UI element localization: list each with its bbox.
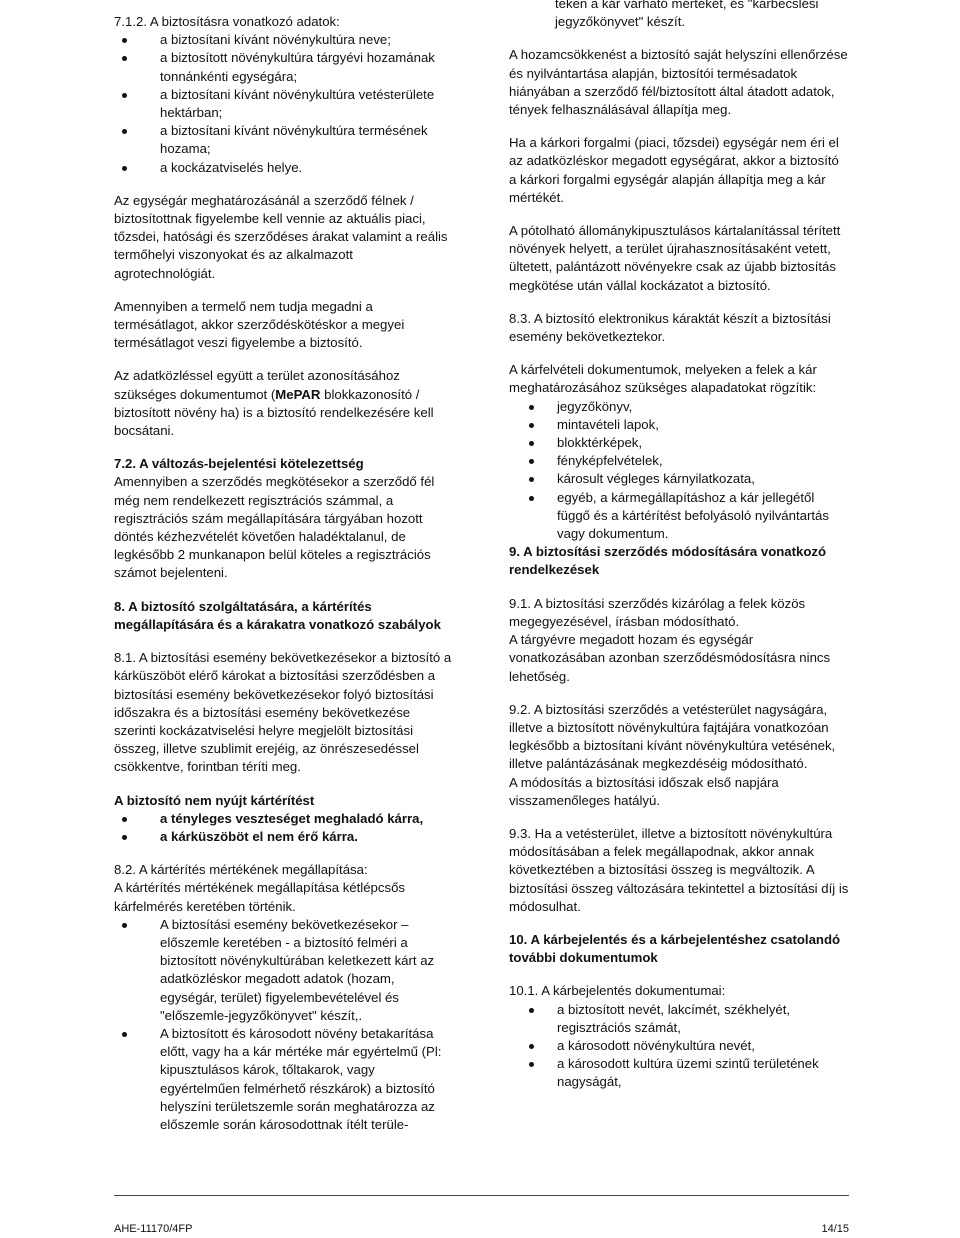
left-column [114,13,454,1134]
list-item: a biztosított növénykultúra tárgyévi hozamának tonnánkénti egységára; [114,49,454,85]
list-item: károsult végleges kárnyilatkozata, [529,470,849,488]
section-722-heading: 7.2. A változás-bejelentési kötelezettség [114,456,364,472]
bullet-icon [529,405,534,410]
list-item: a károsodott kultúra üzemi szintű területének nagyságát, [529,1055,849,1091]
no-compensation-list [114,810,454,846]
paragraph-mepar: Az adatközléssel együtt a terület azonosításához szükséges dokumentumot (MePAR blokkazonosító / biztosított növény ha) is a biztosító rendelkezésére kell bocsátani. [114,368,434,439]
section-721-title: 7.1.2. A biztosításra vonatkozó adatok: [114,14,340,29]
list-item: A biztosítási esemény bekövetkezésekor – előszemle keretében - a biztosító felméri a biztosított növénykultúrában keletkezett kárt az adatközléskor megadott adatok (hozam, egységár, terület) figyelembevételével és "előszemle-jegyzőkönyvet" készít,. [114,916,454,1025]
section-83-list [529,398,849,544]
paragraph-92-b: A módosítás a biztosítási időszak első napjára visszamenőleges hatályú. [509,774,779,808]
section-721-list [114,31,454,177]
bullet-icon [122,817,127,822]
paragraph-karkori: Ha a kárkori forgalmi (piaci, tőzsdei) egységár nem éri el az adatközléskor megadott egységárat, akkor a biztosító a kárkori forgalmi egységár alapján állapítja meg a kár mértékét. [509,135,839,205]
paragraph-92-a: 9.2. A biztosítási szerződés a vetésterület nagyságára, illetve a biztosított növénykultúra fajtájára vonatkozóan legkésőbb a biztosítani kívánt növénykultúra vetésének, illetve palántázásának megkezdéséig módosítható. [509,701,836,772]
paragraph-82-title: 8.2. A kártérítés mértékének megállapítása: [114,862,368,878]
bullet-icon [122,56,127,61]
list-item: fényképfelvételek, [529,452,849,470]
paragraph-termesatlag: Amennyiben a termelő nem tudja megadni a termésátlagot, akkor szerződéskötéskor a megyei termésátlagot veszi figyelembe a biztosító. [114,298,405,351]
bullet-icon [529,496,534,501]
list-item: a biztosítani kívánt növénykultúra vetésterülete hektárban; [114,86,454,122]
bullet-icon [529,1008,534,1013]
list-item: a kárküszöböt el nem érő kárra. [114,828,454,846]
mepar-bold: MePAR [275,386,321,402]
bullet-icon [122,166,127,171]
page-number: 14/15 [821,1223,849,1235]
list-item: jegyzőkönyv, [529,398,849,416]
section-101-list [529,1001,849,1092]
paragraph-82-body: A kártérítés mértékének megállapítása kétlépcsős kárfelmérés keretében történik. [114,880,406,914]
bullet-icon [122,93,127,98]
paragraph-91-a: 9.1. A biztosítási szerződés kizárólag a felek közös megegyezésével, írásban módosítható. [509,595,806,629]
bullet-icon [122,923,127,928]
bullet-icon [122,38,127,43]
bullet-icon [529,441,534,446]
list-item: a károsodott növénykultúra nevét, [529,1037,849,1055]
bullet-icon [529,459,534,464]
paragraph-continuation: teken a kár várható mértékét, és "kárbecslési jegyzőkönyvet" készít. [555,0,819,30]
paragraph-722: Amennyiben a szerződés megkötésekor a szerződő fél még nem rendelkezett regisztrációs számmal, a regisztrációs szám megállapítására tárgyában hozott döntés kézhezvételét követően haladéktalanul, de legkésőbb 2 munkanapon belül köteles a regisztrációs számot bejelenteni. [114,474,435,581]
paragraph-83: 8.3. A biztosító elektronikus káraktát készít a biztosítási esemény bekövetkeztekor. [509,310,831,345]
paragraph-egysegar: Az egységár meghatározásánál a szerződő félnek / biztosítottnak figyelembe kell vennie az aktuális piaci, tőzsdei, hatósági és szerződéses árakat valamint a reális termőhelyi viszonyokat és az alkalmazott agrotechnológiát. [114,192,448,281]
section-9-heading: 9. A biztosítási szerződés módosítására vonatkozó rendelkezések [509,544,827,578]
footer-divider [114,1195,849,1196]
section-10-heading: 10. A kárbejelentés és a kárbejelentéshez csatolandó további dokumentumok [509,931,841,966]
paragraph-93: 9.3. Ha a vetésterület, illetve a biztosított növénykultúra módosításában a felek megállapodnak, akkor annak következtében a biztosítási összeg is megváltozik. A biztosítási összeg változására tekintettel a biztosítási díj is módosulhat. [509,825,849,914]
paragraph-101: 10.1. A kárbejelentés dokumentumai: [509,983,726,999]
document-code: AHE-11170/4FP [114,1223,193,1235]
list-item: egyéb, a kármegállapításhoz a kár jellegétől függő és a kártérítést befolyásoló nyilvántartás vagy dokumentum. [529,489,849,544]
list-item: a biztosítani kívánt növénykultúra neve; [114,31,454,49]
section-82-list [114,916,454,1134]
bullet-icon [529,423,534,428]
list-item: mintavételi lapok, [529,416,849,434]
paragraph-hozam: A hozamcsökkenést a biztosító saját helyszíni ellenőrzése és nyilvántartása alapján, biztosítói termésadatok hiányában a szerződő fél/biztosított által átadott adatok, tények felhasználásával állapítja meg. [509,47,848,118]
list-item: a biztosított nevét, lakcímét, székhelyét, regisztrációs számát, [529,1001,849,1037]
bullet-icon [122,835,127,840]
paragraph-91-b: A tárgyévre megadott hozam és egységár vonatkozásában azonban szerződésmódosításra nincs lehetőség. [509,632,831,684]
list-item: a tényleges veszteséget meghaladó kárra, [114,810,454,828]
bullet-icon [529,1044,534,1049]
paragraph-potolhato: A pótolható állománykipusztulásos kártalanítással térített növények helyett, a terület újrahasznosításaként vetett, ültetett, palántázott növényekre csak az újabb biztosítás megkötése után vállal kockázatot a biztosító. [509,223,841,293]
bullet-icon [529,1062,534,1067]
list-item: blokktérképek, [529,434,849,452]
list-item: a kockázatviselés helye. [114,159,454,177]
paragraph-81: 8.1. A biztosítási esemény bekövetkezésekor a biztosító a kárküszöböt elérő károkat a biztosítási szerződésben a biztosítási esemény bekövetkezésekor folyó biztosítási időszakra és a biztosítási esemény bekövetkezése szerinti kockázatviselési helyre megjelölt biztosítási összeg, illetve szublimit erejéig, az önrészesedéssel csökkentve, forintban téríti meg. [114,650,452,775]
section-8-heading: 8. A biztosító szolgáltatására, a kártérítés megállapítására és a kárakatra vonatkozó szabályok [114,598,441,632]
paragraph-83-docs: A kárfelvételi dokumentumok, melyeken a felek a kár meghatározásához szükséges alapadatokat rögzítik: [509,362,817,396]
list-item: a biztosítani kívánt növénykultúra termésének hozama; [114,122,454,158]
bullet-icon [122,1032,127,1037]
bullet-icon [529,477,534,482]
no-compensation-heading: A biztosító nem nyújt kártérítést [114,792,315,808]
bullet-icon [122,129,127,134]
right-column [509,0,849,1092]
list-item: A biztosított és károsodott növény betakarítása előtt, vagy ha a kár mértéke már egyértelmű (Pl: kipusztulásos károk, tőltakarok, vagy egyértelműen felmérhető részkárok) a biztosító helyszíni területszemle során meghatározza az előszemle során károsodottnak ítélt terüle- [114,1025,454,1134]
